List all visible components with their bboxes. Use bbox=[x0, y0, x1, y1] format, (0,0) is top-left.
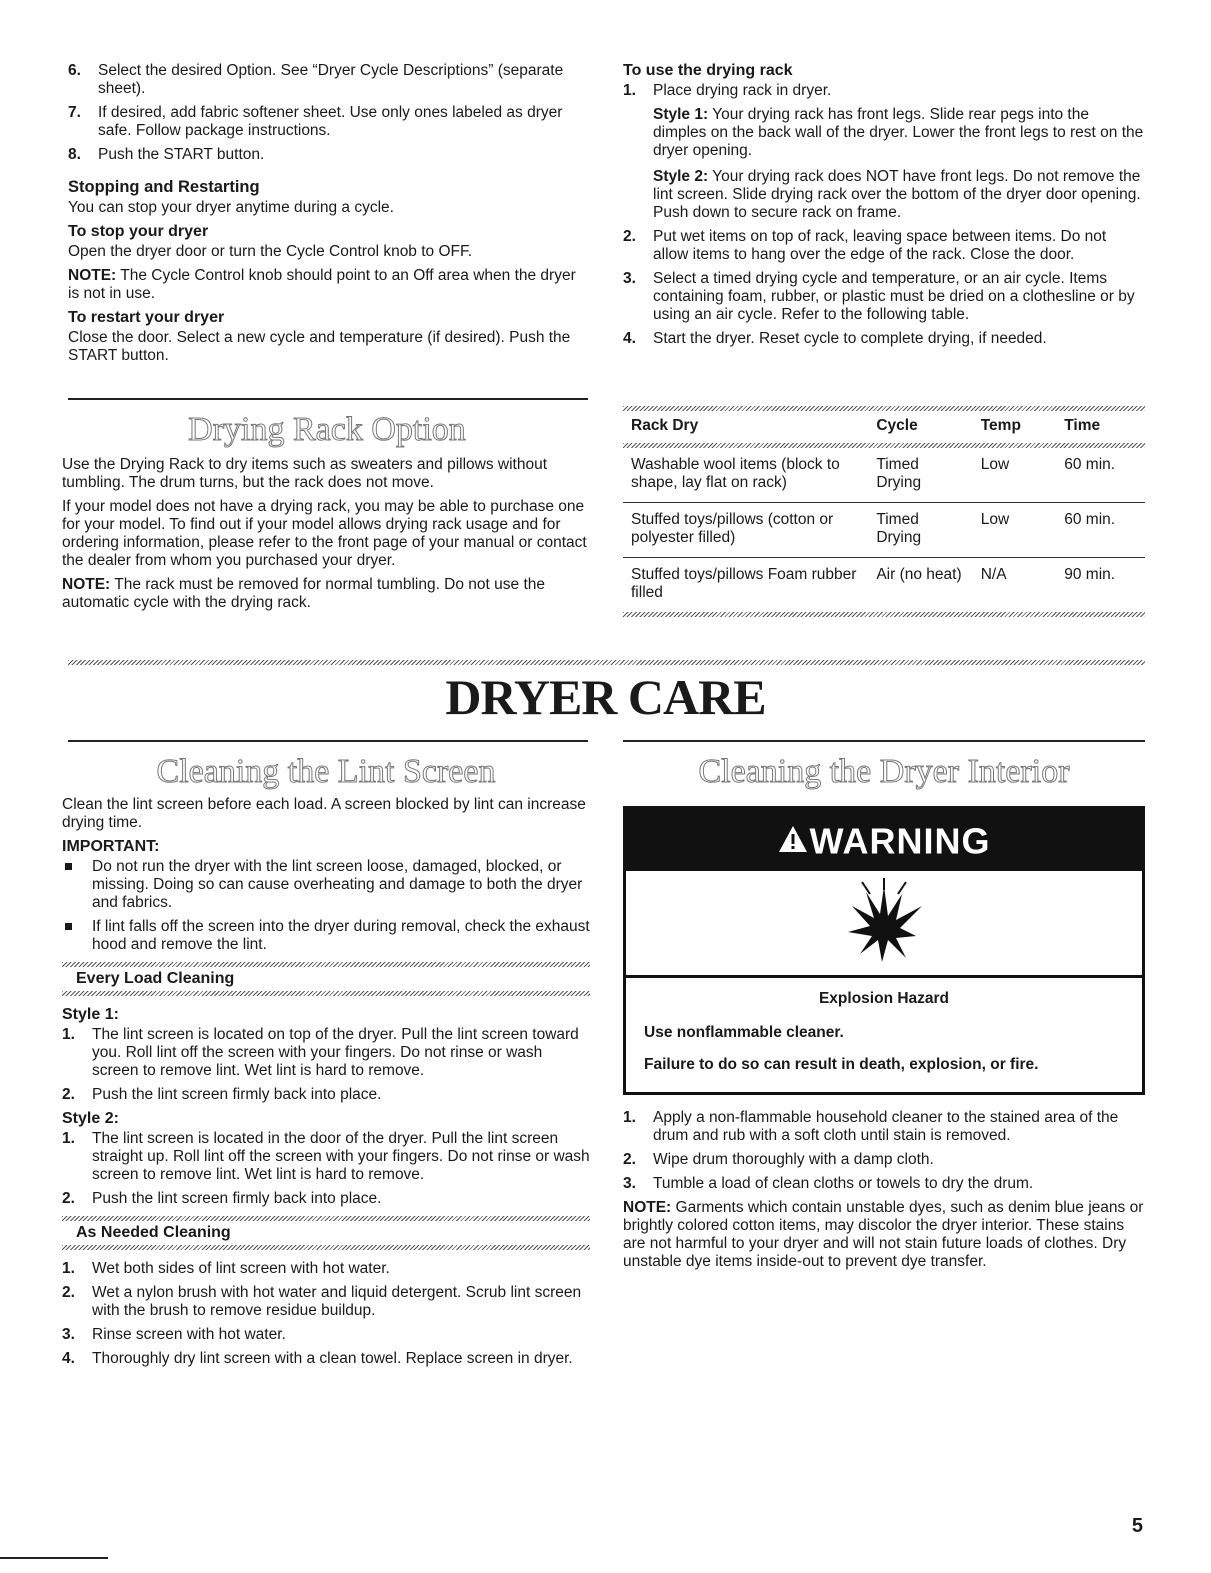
warning-triangle-icon bbox=[778, 811, 808, 871]
hatch-rule bbox=[623, 612, 1145, 617]
warning-line: Use nonflammable cleaner. bbox=[644, 1024, 844, 1042]
interior-note: NOTE: Garments which contain unstable dyes, such as denim blue jeans or brightly colored cotton items, may discolor the dryer interior. These stains are not harmful to your dryer and will not stain future loads of clothes. Dry unstable dye items inside-out to prevent dye transfer. bbox=[623, 1199, 1144, 1271]
warning-box bbox=[623, 806, 1145, 1095]
col-header: Cycle bbox=[876, 417, 918, 434]
style1-steps bbox=[62, 1026, 590, 1104]
hatch-rule bbox=[62, 1245, 590, 1250]
list-item: 6. Select the desired Option. See “Dryer Cycle Descriptions” (separate sheet). bbox=[68, 62, 564, 97]
important-bullets bbox=[62, 858, 590, 954]
use-rack-section bbox=[623, 62, 1145, 354]
every-load-heading: Every Load Cleaning bbox=[76, 970, 235, 987]
list-item: 1. Wet both sides of lint screen with hot water. bbox=[62, 1260, 390, 1277]
list-item: 4. Thoroughly dry lint screen with a clean towel. Replace screen in dryer. bbox=[62, 1350, 573, 1367]
col-header: Time bbox=[1064, 417, 1101, 434]
as-needed-heading: As Needed Cleaning bbox=[76, 1224, 231, 1241]
stop-text: Open the dryer door or turn the Cycle Control knob to OFF. bbox=[68, 243, 473, 260]
list-item: If lint falls off the screen into the dryer during removal, check the exhaust hood and remove the lint. bbox=[62, 918, 590, 954]
list-item: 2. Put wet items on top of rack, leaving space between items. Do not allow items to hang over the edge of the rack. Close the door. bbox=[623, 228, 1107, 263]
list-item: 3. Select a timed drying cycle and temperature, or an air cycle. Items containing foam, rubber, or plastic must be dried on a clothesline or by using an air cycle. Refer to the following table. bbox=[623, 270, 1135, 323]
use-rack-steps bbox=[623, 82, 1145, 348]
explosion-icon bbox=[836, 876, 932, 971]
style2-text: Style 2: Your drying rack does NOT have front legs. Do not remove the lint screen. Slide drying rack over the bottom of the dryer door opening. Push down to secure rack on frame. bbox=[653, 168, 1141, 221]
paragraph: Use the Drying Rack to dry items such as sweaters and pillows without tumbling. The drum turns, but the rack does not move. bbox=[62, 456, 548, 491]
rack-dry-table-wrap bbox=[623, 406, 1145, 617]
rack-dry-table bbox=[623, 411, 1145, 612]
stop-heading: To stop your dryer bbox=[68, 223, 209, 240]
bullet-icon bbox=[65, 923, 72, 930]
stopping-text: You can stop your dryer anytime during a cycle. bbox=[68, 199, 394, 216]
list-item: 1. The lint screen is located on top of the dryer. Pull the lint screen toward you. Roll lint off the screen with your fingers. Do not rinse or wash screen to remove lint. Wet lint is hard to remove. bbox=[62, 1026, 579, 1079]
warning-body bbox=[626, 978, 1142, 1092]
dryer-care-title: DRYER CARE bbox=[445, 669, 766, 725]
list-item: 8. Push the START button. bbox=[68, 146, 265, 163]
interior-steps bbox=[623, 1109, 1145, 1193]
lint-screen-title: Cleaning the Lint Screen bbox=[156, 753, 496, 790]
table-header-row bbox=[623, 411, 1145, 443]
drying-rack-option-section bbox=[62, 410, 592, 618]
style1-text: Style 1: Your drying rack has front legs. Slide rear pegs into the dimples on the back wall of the dryer. Lower the front legs to rest on the dryer opening. bbox=[653, 106, 1144, 159]
bullet-icon bbox=[65, 863, 72, 870]
style2-heading: Style 2: bbox=[62, 1110, 119, 1127]
table-row: Washable wool items (block to shape, lay flat on rack) Timed Drying Low 60 min. bbox=[623, 448, 1145, 503]
drying-rack-title: Drying Rack Option bbox=[188, 411, 466, 448]
rack-note: NOTE: The rack must be removed for normal tumbling. Do not use the automatic cycle with the drying rack. bbox=[62, 576, 545, 611]
explosion-icon-row bbox=[626, 871, 1142, 978]
warning-line: Failure to do so can result in death, explosion, or fire. bbox=[644, 1056, 1039, 1074]
list-item: 1. The lint screen is located in the door of the dryer. Pull the lint screen straight up. Roll lint off the screen with your fingers. Do not rinse or wash screen to remove lint. Wet lint is hard to remove. bbox=[62, 1130, 590, 1183]
table-row: Stuffed toys/pillows (cotton or polyester filled) Timed Drying Low 60 min. bbox=[623, 503, 1145, 558]
list-item: 2. Wet a nylon brush with hot water and liquid detergent. Scrub lint screen with the brush to remove residue buildup. bbox=[62, 1284, 582, 1319]
list-item: 3. Tumble a load of clean cloths or towels to dry the drum. bbox=[623, 1175, 1034, 1193]
table-row: Stuffed toys/pillows Foam rubber filled Air (no heat) N/A 90 min. bbox=[631, 566, 1116, 601]
paragraph: Clean the lint screen before each load. A screen blocked by lint can increase drying time. bbox=[62, 796, 586, 831]
list-item: 2. Wipe drum thoroughly with a damp cloth. bbox=[623, 1151, 934, 1169]
list-item: 1. Place drying rack in dryer. Style 1: Your drying rack has front legs. Slide rear pegs into the dimples on the back wall of the dryer. Lower the front legs to rest on the dryer opening. Style 2: Your drying rack does NOT have front legs. Do not remove the lint screen. Slide drying rack over the bottom of the dryer door opening. Push down to secure rack on frame. bbox=[623, 82, 1144, 221]
hazard-title: Explosion Hazard bbox=[818, 990, 950, 1008]
stop-note: NOTE: The Cycle Control knob should point to an Off area when the dryer is not in use. bbox=[68, 267, 576, 302]
important-label: IMPORTANT: bbox=[62, 838, 160, 855]
col-header: Temp bbox=[980, 417, 1021, 434]
section-hatch-rule bbox=[68, 660, 1145, 665]
style2-steps bbox=[62, 1130, 590, 1208]
use-rack-heading: To use the drying rack bbox=[623, 62, 793, 79]
divider bbox=[623, 740, 1145, 742]
list-item: 4. Start the dryer. Reset cycle to complete drying, if needed. bbox=[623, 330, 1047, 347]
restart-heading: To restart your dryer bbox=[68, 309, 225, 326]
list-item: 2. Push the lint screen firmly back into place. bbox=[62, 1086, 382, 1103]
footer-rule bbox=[0, 1557, 108, 1559]
hatch-rule bbox=[62, 991, 590, 996]
dryer-interior-title: Cleaning the Dryer Interior bbox=[698, 753, 1070, 790]
style1-heading: Style 1: bbox=[62, 1006, 119, 1023]
divider bbox=[68, 740, 588, 742]
list-item: 7. If desired, add fabric softener sheet. Use only ones labeled as dryer safe. Follow package instructions. bbox=[68, 104, 563, 139]
stopping-heading: Stopping and Restarting bbox=[68, 178, 260, 196]
list-item: 3. Rinse screen with hot water. bbox=[62, 1326, 286, 1343]
paragraph: If your model does not have a drying rack, you may be able to purchase one for your model. To find out if your model allows drying rack usage and for ordering information, please refer to the front page of your manual or contact the dealer from whom you purchased your dryer. bbox=[62, 498, 587, 569]
col-header: Rack Dry bbox=[631, 417, 699, 434]
list-item: 1. Apply a non-flammable household cleaner to the stained area of the drum and rub with a soft cloth until stain is removed. bbox=[623, 1109, 1119, 1145]
steps-list bbox=[68, 62, 588, 164]
list-item: Do not run the dryer with the lint screen loose, damaged, blocked, or missing. Doing so can cause overheating and damage to both the dryer and fabrics. bbox=[62, 858, 590, 912]
dryer-interior-section bbox=[623, 752, 1145, 1277]
page-number: 5 bbox=[1131, 1515, 1143, 1537]
left-top-column bbox=[68, 62, 588, 371]
divider bbox=[68, 398, 588, 400]
list-item: 2. Push the lint screen firmly back into place. bbox=[62, 1190, 382, 1207]
warning-header: WARNING bbox=[626, 809, 1142, 871]
lint-screen-section bbox=[62, 752, 590, 1374]
restart-text: Close the door. Select a new cycle and temperature (if desired). Push the START button. bbox=[68, 329, 571, 364]
as-needed-steps bbox=[62, 1260, 590, 1368]
